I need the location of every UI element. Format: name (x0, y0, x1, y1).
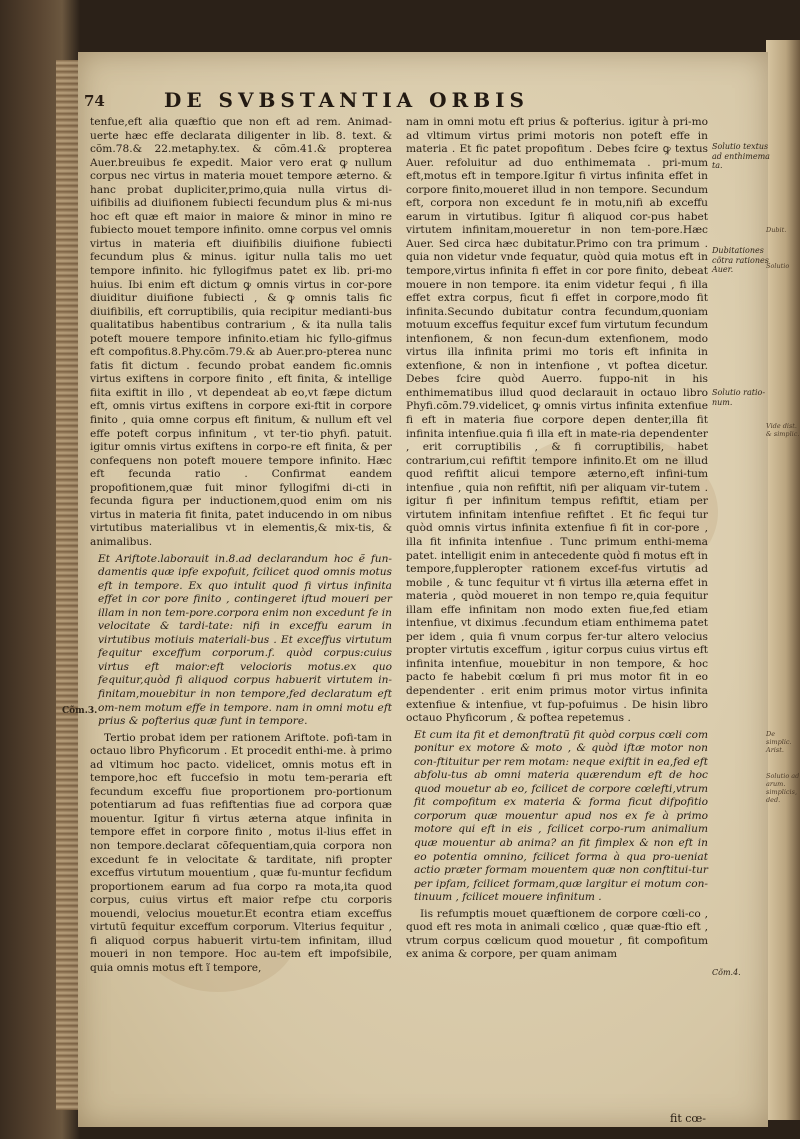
margin-note-solutio-textus: Solutio textus ad enthimema ta. (712, 142, 770, 170)
manuscript-note: De simplic. Arist. (766, 730, 792, 754)
page-number: 74 (84, 92, 105, 110)
manuscript-note: Dubit. (766, 226, 787, 234)
quoted-text-paragraph: Et cum ita fit et demonftratũ fit quòd corpus cœli com ponitur ex motore & moto , & quòd iftæ motor non con-ftituitur per rem motam: neque exiftit in ea,fed eft abfolu-tus ab omni materia quærendum eft de hoc quod mouetur ab eo, fcilicet de corpore cœlefti,vtrum fit compofitum ex materia & forma ficut difpofitio corporum quæ mouentur apud nos ex fe à primo motore qui eft in eis , fcilicet corpo-rum animalium quæ mouentur ab anima? an fit fimplex & non eft in eo potentia omnino, fcilicet forma à qua pro-ueniat actio præter formam mouentem quæ non conftitui-tur per ipfam, fcilicet formam,quæ largitur ei motum con-tinuum , fcilicet mouere infinitum . (414, 728, 708, 904)
paragraph: nam in omni motu eft prius & pofterius. igitur à pri-mo ad vltimum virtus primi motoris non poteft effe in materia . Et fic patet propofitum . Debes fcire ꝙ textus Auer. refoluitur ad duo enthimemata . pri-mum eft,motus eft in tempore.Igitur fi virtus infinita effet in corpore finito,moueret illud in non tempore. Secundum eft, corpora non excedunt fe in motu,nifi ab exceffu earum in virtutibus. Igitur fi aliquod cor-pus habet virtutem infinitam,moueretur in non tem-pore.Hæc Auer. Sed circa hæc dubitatur.Primo con tra primum . quia non videtur vnde fequatur, quòd quia motus eft in tempore,virtus infinita fi effet in cor pore finito, debeat mouere in non tempore. ita enim videtur fequi , fi illa effet extra corpus, ficut fi effet in corpore,modo fit infinita.Secundo dubitatur contra fecundum,quoniam motuum exceffus fequitur excef fum virtutum fecundum intenfionem, & non fecun-dum extenfionem, modo virtus illa infinita primi mo toris eft infinita in extenfione, & non in intenfione , vt poftea dicetur. Debes fcire quòd Auerro. fuppo-nit in his enthimematibus illud quod declarauit in octauo libro Phyfi.cõm.79.videlicet, ꝙ omnis virtus infinita extenfiue fi eft in materia fiue corpore depen denter,illa fit infinita intenfiue.quia fi illa eft in mate-ria dependenter , erit corruptibilis , & fi corruptibilis, habet contrarium,cui refiftit tempore infinito.Et om ne illud quod refiftit alicui tempore æterno,eft infini-tum intenfiue , quia non refiftit, nifi per aliquam vir-tutem . igitur fi per infinitum tempus refiftit, etiam per virtutem infinitam intenfiue refiftet . Et fic fequi tur quòd omnis virtus infinita extenfiue fi fit in cor-pore , illa fit infinita intenfiue . Tunc primum enthi-mema patet. intelligit enim in antecedente quòd fi motus eft in tempore,fuppleropter rationem excef-fus virtutis ad mobile , & tunc fequitur vt fi virtus illa æterna effet in materia , quòd moueret in non tempo re,quia fequitur illam effe infinitam non modo exten fiue,fed etiam intenfiue, vt diximus .fecundum etiam enthimema patet per idem , quia fi vnum corpus fer-tur altero velocius propter virtutis exceffum , igitur corpus cuius virtus eft infinita intenfiue, mouebitur in non tempore, & hoc pacto fe habebit cœlum fi pri mus motor fit in eo dependenter . erit enim primus motor virtus infinita extenfiue & intenfiue, vt fup-pofuimus . De hisin libro octauo Phyficorum , & poftea repetemus . (406, 116, 708, 725)
running-title: DE SVBSTANTIA ORBIS (164, 88, 529, 112)
margin-note-com-3: Cõm.3. (62, 706, 98, 716)
paragraph: Iis refumptis mouet quæftionem de corpore cœli-co , quod eft res mota in animali cœlico , quæ quæ-ftio eft , vtrum corpus cœlicum quod mouetur , fit compofitum ex anima & corpore, per quam animam (406, 907, 708, 961)
book-spine (56, 60, 78, 1110)
manuscript-note: Solutio (766, 262, 790, 270)
right-column (406, 116, 708, 965)
quoted-text-paragraph: Et Ariftote.laborauit in.8.ad declarandum hoc ẽ fun-damentis quæ ipfe expofuit, fcilicet quod omnis motus eft in tempore. Ex quo intulit quod fi virtus infinita effet in cor pore finito , contingeret iftud moueri per illam in non tem-pore.corpora enim non excedunt fe in velocitate & tardi-tate: nifi in exceffu earum in virtutibus motiuis materiali-bus . Et exceffus virtutum fequitur exceffum corporum.f. quòd corpus:cuius virtus eft maior:eft velocioris motus.ex quo fequitur,quòd fi aliquod corpus habuerit virtutem in-finitam,mouebitur in non tempore,fed declaratum eft om-nem motum effe in tempore. nam in omni motu eft prius & pofterius quæ funt in tempore. (98, 552, 392, 728)
margin-note-com-4: Cõm.4. (712, 968, 741, 977)
paragraph: Tertio probat idem per rationem Ariftote. pofi-tam in octauo libro Phyficorum . Et procedit enthi-me. à primo ad vltimum hoc pacto. videlicet, omnis motus eft in tempore,hoc eft fuccefsio in motu tem-peraria eft fecundum exceffu fiue proportionem pro-portionum potentiarum ad fuas refiftentias fiue ad corpora quæ mouentur. Igitur fi virtus æterna atque infinita in tempore effet in corpore finito , motus il-lius effet in non tempore.declarat cõfequentiam,quia corpora non excedunt fe in velocitate & tarditate, nifi propter exceffus virtutum mouentium , quæ fu-muntur fecfidum proportionem earum ad fua corpo ra mota,ita quod corpus, cuius virtus eft maior refpe ctu corporis mouendi, velocius mouetur.Et econtra etiam exceffus virtutũ fequitur exceffum corporum. Vlterius fequitur , fi aliquod corpus habuerit virtu-tem infinitam, illud moueri in non tempore. Hoc au-tem eft impofsibile, quia omnis motus eft ĩ tempore, (90, 731, 392, 974)
manuscript-note: Vide dist. & simplic. (766, 422, 800, 438)
paragraph: tenfue,eft alia quæftio que non eft ad rem. Animad-uerte hæc effe declarata diligenter in lib. 8. text. & cõm.78.& 22.metaphy.tex. & cõm.41.& propterea Auer.breuibus fe expedit. Maior vero erat ꝙ nullum corpus nec virtus in materia mouet tempore æterno. & hanc probat dupliciter,primo,quia nulla virtus di-uifibilis ad diuifionem fubiecti fecundum plus & mi-nus hoc eft quæ eft maior in maiore & minor in mino re fubiecto mouet tempore infinito. omne corpus vel omnis virtus in materia eft diuifibilis diuifione fubiecti fecundum plus & minus. igitur nulla talis mo uet tempore infinito. hic fyllogifmus patet ex lib. pri-mo huius. Ibi enim eft dictum ꝙ omnis virtus in cor-pore diuiditur diuifione fubiecti , & ꝙ omnis talis fic diuifibilis, eft corruptibilis, quia recipitur medianti-bus qualitatibus habentibus contrarium , & ita nulla talis poteft mouere tempore infinito.etiam hic fyllo-gifmus eft compofitus.8.Phy.cõm.79.& ab Auer.pro-pterea nunc fatis fit dictum . fecundo probat eandem fic.omnis virtus exiftens in corpore finito , eft finita, & intellige fiita exiftit in illo , vt dependeat ab eo,vt fæpe dictum eft, omnis virtus exiftens in corpore exi-ftit in corpore finito , quia omne corpus eft finitum, & nullum eft vel effe poteft corpus infinitum , vt ter-tio phyfi. patuit. igitur omnis virtus exiftens in corpo-re eft finita, & per confequens non poteft mouere tempore infinito. Hæc eft fecunda ratio . Confirmat eandem propofitionem,quæ fuit minor fyllogifmi di-cti in fecunda figura per inductionem,quod enim om nis virtus in materia fit finita, patet inducendo in om nibus virtutibus materialibus vt in elementis,& mix-tis, & animalibus. (90, 116, 392, 548)
next-page-edge (766, 40, 800, 1120)
page-header (84, 88, 694, 118)
manuscript-note: Solutio ad arum. simplicis, ded. (766, 772, 800, 804)
margin-note-solutio-rationum: Solutio ratio-num. (712, 388, 766, 407)
left-column (90, 116, 392, 978)
margin-note-dubitationes: Dubitationes cõtra rationes Auer. (712, 246, 769, 274)
catchword: fit cœ- (670, 1112, 707, 1125)
